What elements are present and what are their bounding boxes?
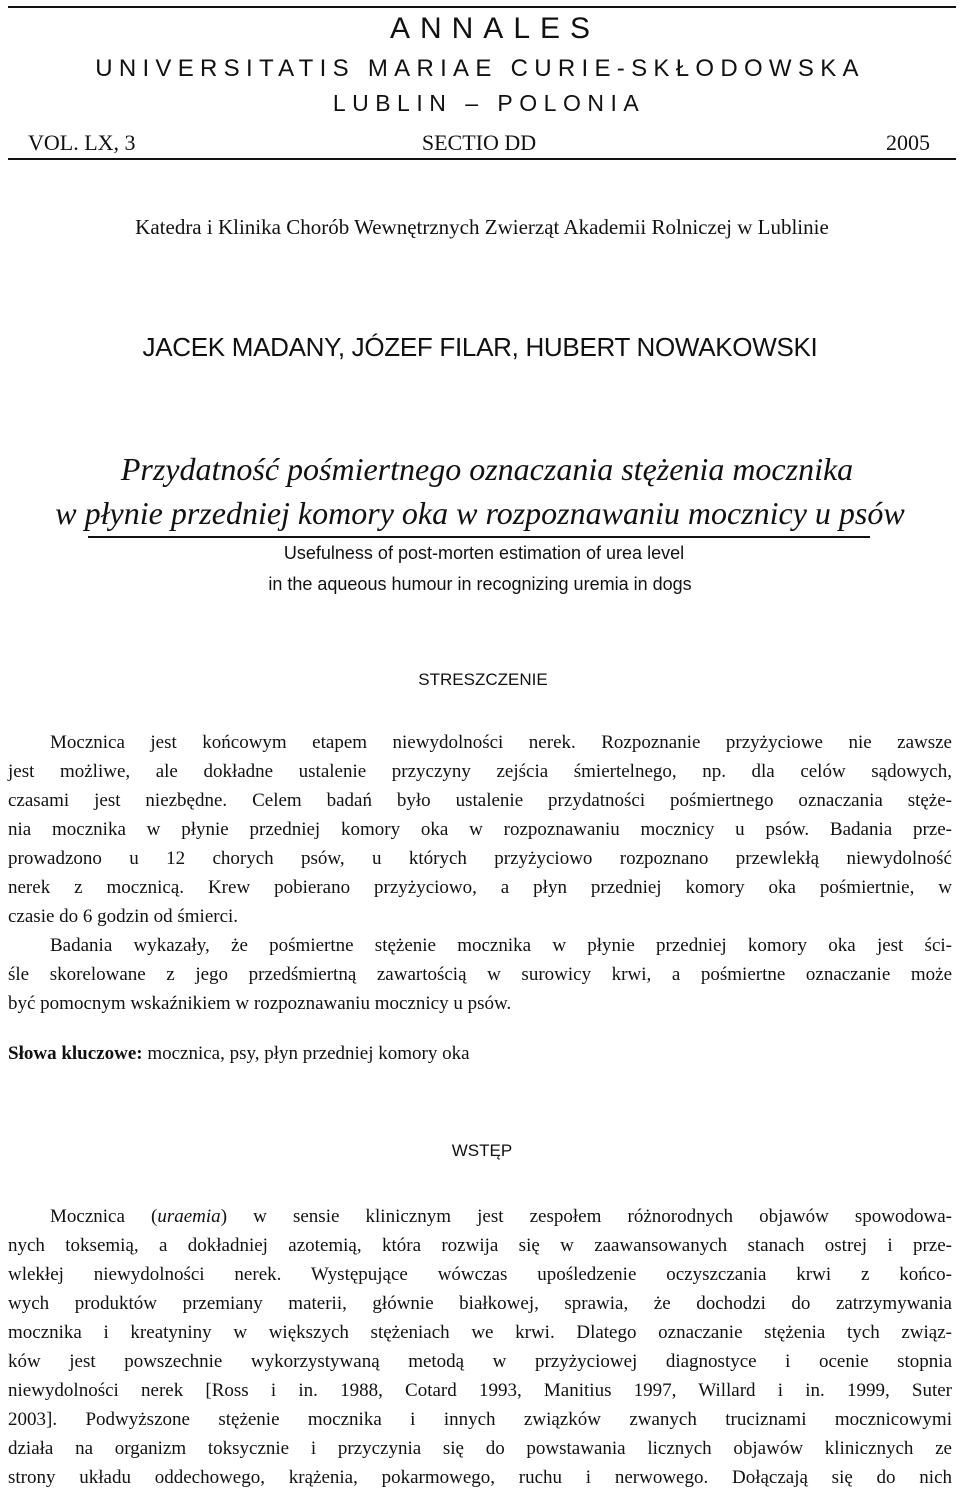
abstract-line: śle skorelowane z jego przedśmiertną zawartością w surowicy krwi, a pośmiertne oznaczanie może [8, 964, 952, 985]
author-list: JACEK MADANY, JÓZEF FILAR, HUBERT NOWAKOWSKI [142, 332, 818, 362]
intro-line: wych produktów przemiany materii, głównie białkowej, sprawia, że dochodzi do zatrzymywania [8, 1293, 952, 1314]
title-underline [88, 536, 870, 538]
abstract-line: być pomocnym wskaźnikiem w rozpoznawaniu mocznicy u psów. [8, 993, 512, 1014]
abstract-line: czasie do 6 godzin od śmierci. [8, 906, 239, 927]
introduction-heading: WSTĘP [451, 1141, 513, 1160]
department-affiliation: Katedra i Klinika Chorób Wewnętrznych Zwierząt Akademii Rolniczej w Lublinie [135, 215, 829, 239]
abstract-line: Mocznica jest końcowym etapem niewydolności nerek. Rozpoznanie przyżyciowe nie zawsze [50, 732, 952, 753]
keywords-text: mocznica, psy, płyn przedniej komory oka [142, 1043, 470, 1064]
intro-line: ków jest powszechnie wykorzystywaną metodą w przyżyciowej diagnostyce i ocenie stopnia [8, 1351, 952, 1372]
intro-line: mocznika i kreatyniny w większych stężeniach we krwi. Dlatego oznaczanie stężenia tych związ- [8, 1322, 952, 1343]
abstract-line: jest możliwe, ale dokładne ustalenie przyczyny zejścia śmiertelnego, np. dla celów sądowych, [8, 761, 952, 782]
publication-year: 2005 [886, 130, 930, 155]
journal-city: LUBLIN – POLONIA [332, 90, 646, 116]
paper-title-line-2: w płynie przedniej komory oka w rozpoznawaniu mocznicy u psów [55, 495, 905, 531]
english-title-line-2: in the aqueous humour in recognizing uremia in dogs [268, 574, 692, 594]
abstract-line: Badania wykazały, że pośmiertne stężenie mocznika w płynie przedniej komory oka jest ści- [50, 935, 952, 956]
english-title-line-1: Usefulness of post-morten estimation of urea level [283, 543, 685, 563]
abstract-line: prowadzono u 12 chorych psów, u których przyżyciowo rozpoznano przewlekłą niewydolność [8, 848, 952, 869]
paper-title-line-1: Przydatność pośmiertnego oznaczania stężenia mocznika [120, 451, 854, 487]
keywords-label: Słowa kluczowe: [8, 1043, 143, 1064]
journal-name: ANNALES [389, 12, 601, 45]
intro-italic-term: uraemia [157, 1206, 221, 1227]
keywords-line [8, 1042, 952, 1066]
intro-line: wlekłej niewydolności nerek. Występujące wówczas upośledzenie oczyszczania krwi z końco- [8, 1264, 952, 1285]
university-name: UNIVERSITATIS MARIAE CURIE-SKŁODOWSKA [95, 55, 865, 82]
masthead-top-rule [8, 6, 956, 8]
intro-line: niewydolności nerek [Ross i in. 1988, Cotard 1993, Manitius 1997, Willard i in. 1999, Suter [8, 1380, 952, 1401]
intro-text: Mocznica ( [50, 1206, 158, 1227]
masthead-bottom-rule [8, 158, 956, 160]
intro-line: strony układu oddechowego, krążenia, pokarmowego, ruchu i nerwowego. Dołączają się do nich [8, 1467, 952, 1488]
intro-line: 2003]. Podwyższone stężenie mocznika i innych związków zwanych truciznami mocznicowymi [8, 1409, 952, 1430]
intro-line [8, 1205, 952, 1229]
abstract-line: nia mocznika w płynie przedniej komory oka w rozpoznawaniu mocznicy u psów. Badania prze- [8, 819, 952, 840]
abstract-line: czasami jest niezbędne. Celem badań było ustalenie przydatności pośmiertnego oznaczania stęże- [8, 790, 952, 811]
abstract-line: nerek z mocznicą. Krew pobierano przyżyciowo, a płyn przedniej komory oka pośmiertnie, w [8, 877, 952, 898]
abstract-heading: STRESZCZENIE [418, 670, 548, 689]
intro-line: nych toksemią, a dokładniej azotemią, która rozwija się w zaawansowanych stanach ostrej i prze- [8, 1235, 952, 1256]
volume-number: VOL. LX, 3 [28, 130, 136, 155]
intro-line: działa na organizm toksycznie i przyczynia się do powstawania licznych objawów klinicznych ze [8, 1438, 952, 1459]
intro-text: ) w sensie klinicznym jest zespołem różnorodnych objawów spowodowa- [220, 1206, 953, 1227]
journal-section: SECTIO DD [421, 130, 537, 155]
